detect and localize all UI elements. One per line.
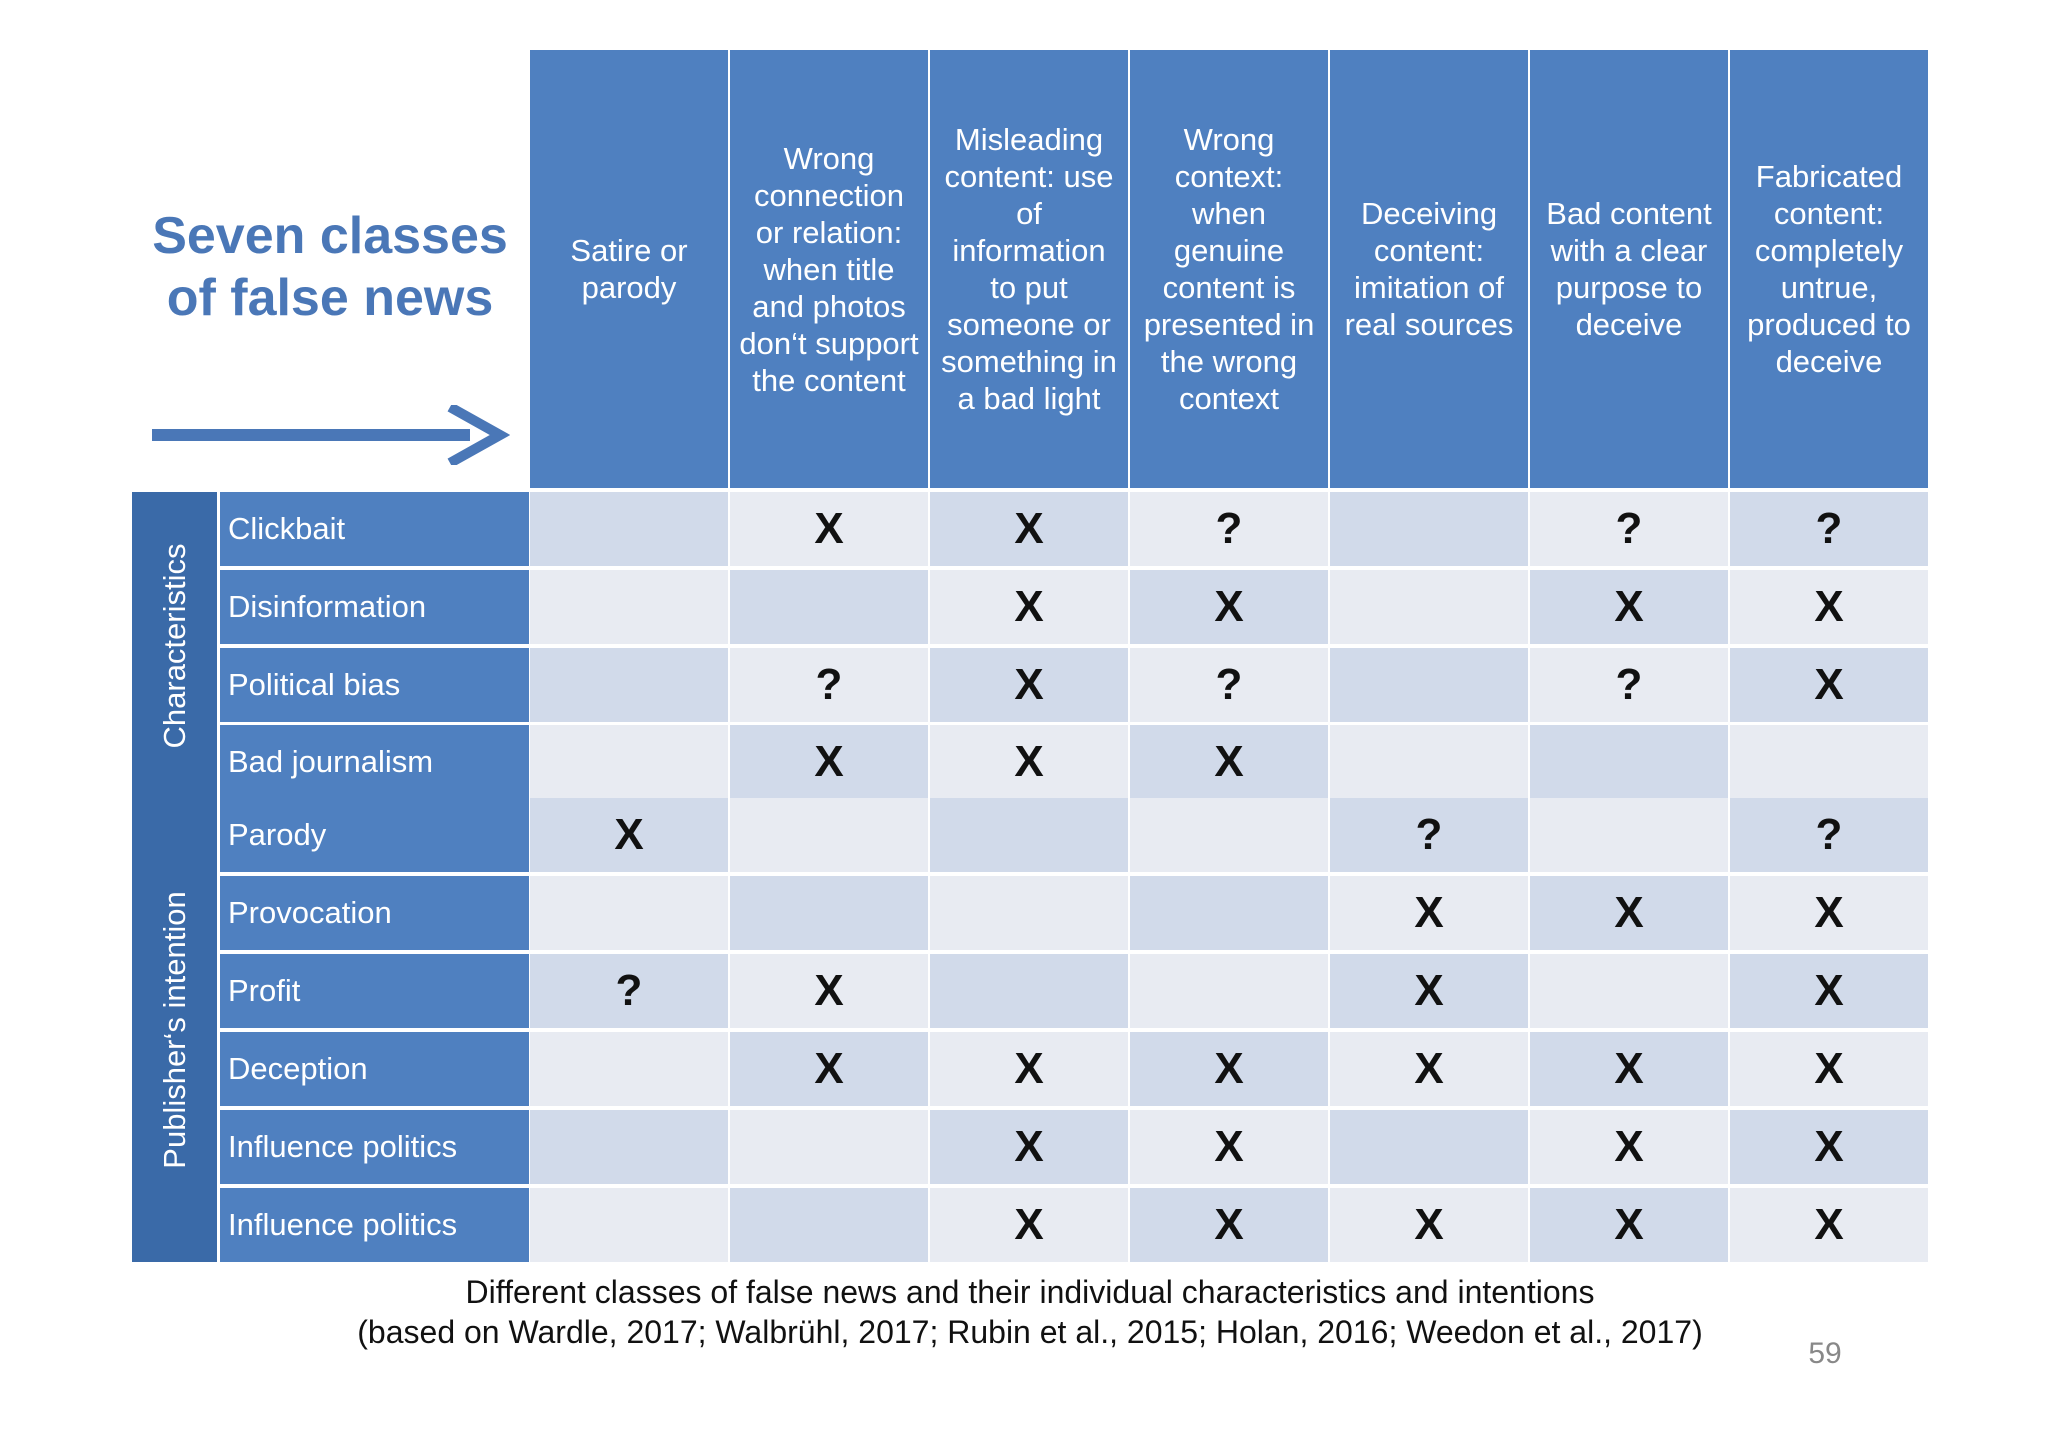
- table-cell: [1130, 954, 1328, 1028]
- table-cell: [730, 876, 928, 950]
- table-cell: X: [1330, 1188, 1528, 1262]
- table-cell: X: [1730, 954, 1928, 1028]
- table-cell: [1330, 648, 1528, 722]
- table-cell: [930, 798, 1128, 872]
- table-cell: X: [1730, 1188, 1928, 1262]
- table-cell: X: [1130, 1032, 1328, 1106]
- table-cell: X: [530, 798, 728, 872]
- table-cell: [1530, 725, 1728, 799]
- table-cell: X: [1130, 570, 1328, 644]
- table-cell: X: [1330, 1032, 1528, 1106]
- table-cell: [530, 1110, 728, 1184]
- slide-title-line1: Seven classes: [152, 207, 508, 265]
- table-cell: [530, 725, 728, 799]
- table-cell: X: [1530, 1110, 1728, 1184]
- table-cell: X: [730, 492, 928, 566]
- row-label: Parody: [220, 798, 529, 872]
- row-label: Influence politics: [220, 1110, 529, 1184]
- table-cell: X: [930, 1032, 1128, 1106]
- table-cell: [930, 876, 1128, 950]
- table-cell: X: [1130, 1188, 1328, 1262]
- category-label-1: [132, 492, 217, 799]
- table-cell: [530, 1188, 728, 1262]
- table-cell: ?: [530, 954, 728, 1028]
- table-cell: X: [1530, 1188, 1728, 1262]
- table-cell: X: [930, 1110, 1128, 1184]
- table-cell: X: [1330, 954, 1528, 1028]
- table-cell: [730, 570, 928, 644]
- table-cell: X: [730, 725, 928, 799]
- table-caption: [200, 1272, 1860, 1352]
- table-cell: X: [730, 954, 928, 1028]
- table-cell: X: [1730, 648, 1928, 722]
- table-cell: X: [930, 1188, 1128, 1262]
- table-cell: [530, 648, 728, 722]
- table-cell: [1330, 492, 1528, 566]
- table-cell: X: [1530, 570, 1728, 644]
- arrow-right-icon: [150, 405, 510, 465]
- table-cell: ?: [1330, 798, 1528, 872]
- column-header-2: Wrong connection or relation: when title and photos don‘t support the content: [730, 50, 928, 488]
- category-label-2: [132, 798, 217, 1262]
- table-cell: X: [1730, 570, 1928, 644]
- page-number: 59: [1808, 1337, 1842, 1370]
- column-header-1: Satire or parody: [530, 50, 728, 488]
- row-label: Influence politics: [220, 1188, 529, 1262]
- table-cell: ?: [1130, 492, 1328, 566]
- table-cell: ?: [730, 648, 928, 722]
- row-label: Bad journalism: [220, 725, 529, 799]
- table-cell: ?: [1730, 798, 1928, 872]
- category-label-text: Characteristics: [156, 543, 192, 748]
- table-cell: [730, 1110, 928, 1184]
- slide-title: [140, 205, 520, 329]
- category-label-text: Publisher‘s intention: [156, 891, 192, 1169]
- table-cell: ?: [1530, 492, 1728, 566]
- table-cell: [530, 570, 728, 644]
- row-label: Disinformation: [220, 570, 529, 644]
- table-cell: [1530, 798, 1728, 872]
- table-cell: [1730, 725, 1928, 799]
- table-cell: X: [930, 570, 1128, 644]
- table-cell: X: [1530, 876, 1728, 950]
- table-cell: ?: [1530, 648, 1728, 722]
- table-cell: [730, 798, 928, 872]
- table-cell: [1130, 876, 1328, 950]
- table-cell: ?: [1130, 648, 1328, 722]
- column-header-3: Misleading content: use of information to put someone or something in a bad light: [930, 50, 1128, 488]
- caption-line2: (based on Wardle, 2017; Walbrühl, 2017; Rubin et al., 2015; Holan, 2016; Weedon et al., 2017): [357, 1314, 1703, 1350]
- column-header-4: Wrong context: when genuine content is presented in the wrong context: [1130, 50, 1328, 488]
- column-header-6: Bad content with a clear purpose to deceive: [1530, 50, 1728, 488]
- table-cell: X: [1330, 876, 1528, 950]
- table-cell: ?: [1730, 492, 1928, 566]
- table-cell: X: [1730, 1110, 1928, 1184]
- table-cell: X: [930, 648, 1128, 722]
- table-cell: X: [1730, 1032, 1928, 1106]
- row-label: Political bias: [220, 648, 529, 722]
- table-cell: [530, 876, 728, 950]
- table-cell: [1330, 1110, 1528, 1184]
- caption-line1: Different classes of false news and their individual characteristics and intentions: [465, 1274, 1595, 1310]
- table-cell: [930, 954, 1128, 1028]
- table-cell: [530, 492, 728, 566]
- table-cell: [1130, 798, 1328, 872]
- table-cell: [1530, 954, 1728, 1028]
- table-cell: X: [1530, 1032, 1728, 1106]
- row-label: Deception: [220, 1032, 529, 1106]
- table-cell: [530, 1032, 728, 1106]
- table-cell: [1330, 570, 1528, 644]
- table-cell: X: [1130, 725, 1328, 799]
- row-label: Provocation: [220, 876, 529, 950]
- row-label: Profit: [220, 954, 529, 1028]
- table-cell: X: [930, 725, 1128, 799]
- column-header-5: Deceiving content: imitation of real sources: [1330, 50, 1528, 488]
- slide-title-line2: of false news: [166, 269, 494, 327]
- row-label: Clickbait: [220, 492, 529, 566]
- table-cell: [1330, 725, 1528, 799]
- table-cell: X: [730, 1032, 928, 1106]
- table-cell: [730, 1188, 928, 1262]
- column-header-7: Fabricated content: completely untrue, produced to deceive: [1730, 50, 1928, 488]
- table-cell: X: [930, 492, 1128, 566]
- table-cell: X: [1730, 876, 1928, 950]
- table-cell: X: [1130, 1110, 1328, 1184]
